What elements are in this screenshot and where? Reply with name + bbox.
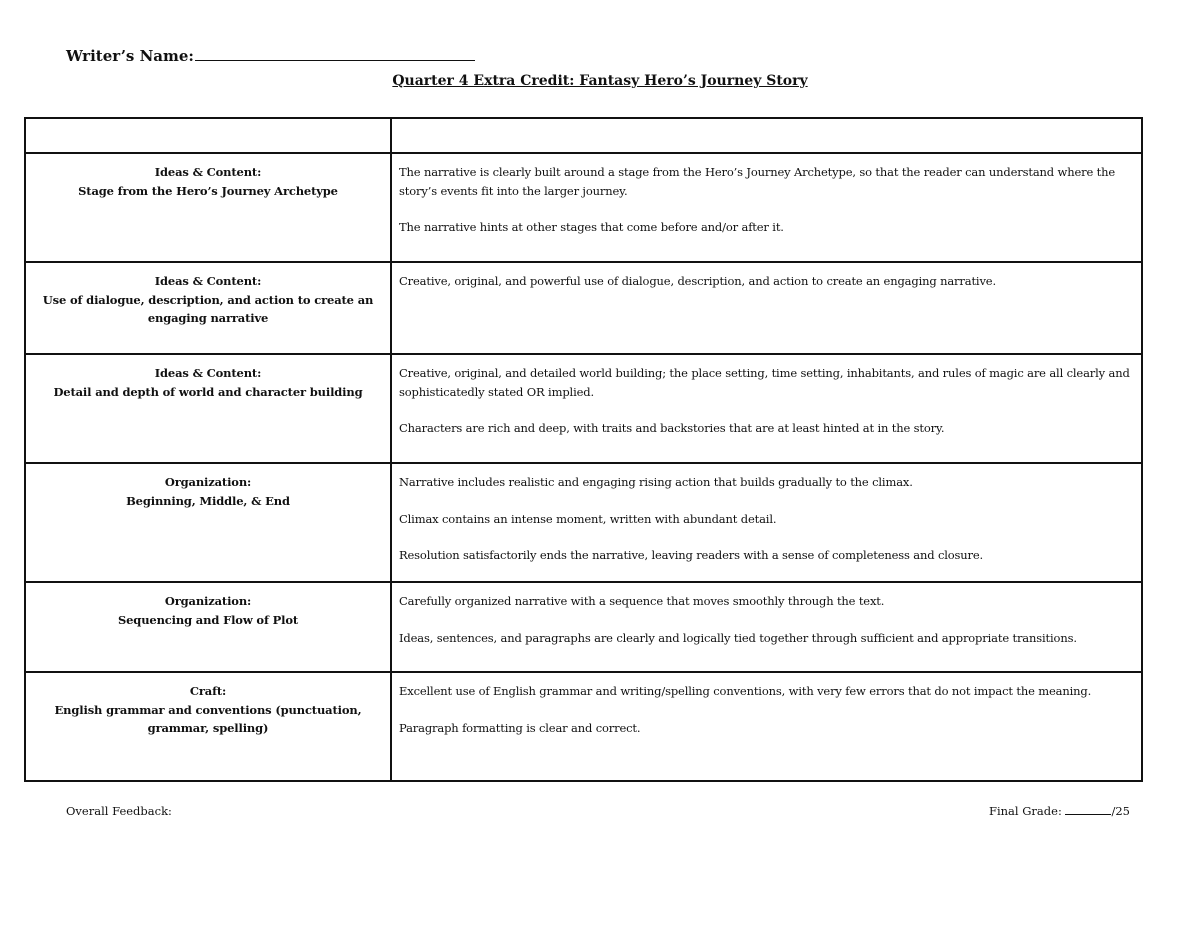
criterion-category: Organization: — [164, 594, 252, 608]
final-grade-blank[interactable] — [1065, 804, 1111, 815]
writer-name-label: Writer’s Name: — [66, 47, 194, 65]
descriptor-text: Paragraph formatting is clear and correct. — [399, 720, 641, 735]
final-grade-total: /25 — [1111, 804, 1130, 818]
descriptor-text: The narrative hints at other stages that come before and/or after it. — [399, 220, 784, 234]
rubric-row-world-building — [25, 354, 1142, 463]
criterion-cell — [25, 354, 391, 463]
writer-name-field[interactable] — [66, 46, 475, 65]
descriptor-text: Characters are rich and deep, with traits and backstories that are at least hinted at in the story. — [399, 421, 945, 435]
criterion-name: Beginning, Middle, & End — [126, 493, 290, 508]
writer-name-blank[interactable] — [195, 46, 475, 61]
descriptor-text: Creative, original, and detailed world building; the place setting, time setting, inhabitants, and rules of magic are all clearly and sophisticatedly stated OR implied. — [399, 366, 1130, 399]
criterion-cell — [25, 672, 391, 781]
rubric-row-beginning-middle-end — [25, 463, 1142, 582]
descriptor-cell — [391, 463, 1142, 582]
rubric-row-stage — [25, 153, 1142, 262]
criterion-name: Use of dialogue, description, and action to create an engaging narrative — [42, 292, 374, 325]
descriptor-cell — [391, 582, 1142, 672]
final-grade-field[interactable] — [989, 804, 1130, 818]
criterion-category: Ideas & Content: — [154, 165, 262, 179]
criterion-category: Craft: — [189, 684, 227, 698]
descriptor-text: Creative, original, and powerful use of dialogue, description, and action to create an engaging narrative. — [399, 274, 996, 288]
descriptor-cell — [391, 153, 1142, 262]
descriptor-text: Excellent use of English grammar and writing/spelling conventions, with very few errors that do not impact the meaning. — [399, 684, 1092, 698]
criterion-cell — [25, 463, 391, 582]
rubric-row-sequencing — [25, 582, 1142, 672]
descriptor-cell — [391, 672, 1142, 781]
rubric-header-cell-descriptor — [391, 118, 1142, 153]
descriptor-text: Ideas, sentences, and paragraphs are clearly and logically tied together through sufficient and appropriate transitions. — [399, 630, 1077, 645]
criterion-name: Sequencing and Flow of Plot — [117, 612, 298, 627]
rubric-header-cell-criterion — [25, 118, 391, 153]
criterion-cell — [25, 153, 391, 262]
rubric-table — [24, 117, 1143, 782]
criterion-name: English grammar and conventions (punctuation, grammar, spelling) — [54, 702, 362, 735]
criterion-cell — [25, 582, 391, 672]
criterion-category: Ideas & Content: — [154, 274, 262, 288]
page-title: Quarter 4 Extra Credit: Fantasy Hero’s Journey Story — [392, 73, 808, 89]
descriptor-text: Climax contains an intense moment, written with abundant detail. — [399, 511, 777, 526]
rubric-row-dialogue — [25, 262, 1142, 354]
criterion-category: Organization: — [164, 475, 252, 489]
rubric-header-row — [25, 118, 1142, 153]
descriptor-text: Carefully organized narrative with a sequence that moves smoothly through the text. — [399, 594, 885, 608]
descriptor-cell — [391, 262, 1142, 354]
final-grade-label: Final Grade: — [988, 804, 1062, 818]
criterion-name: Stage from the Hero’s Journey Archetype — [78, 183, 338, 198]
descriptor-cell — [391, 354, 1142, 463]
descriptor-text: The narrative is clearly built around a stage from the Hero’s Journey Archetype, so that the reader can understand where the story’s events fit into the larger journey. — [399, 165, 1116, 198]
descriptor-text: Narrative includes realistic and engaging rising action that builds gradually to the climax. — [399, 475, 913, 489]
overall-feedback-label: Overall Feedback: — [66, 804, 172, 818]
criterion-name: Detail and depth of world and character building — [53, 384, 363, 399]
descriptor-text: Resolution satisfactorily ends the narrative, leaving readers with a sense of completeness and closure. — [399, 548, 984, 562]
rubric-row-craft — [25, 672, 1142, 781]
criterion-cell — [25, 262, 391, 354]
criterion-category: Ideas & Content: — [154, 366, 262, 380]
